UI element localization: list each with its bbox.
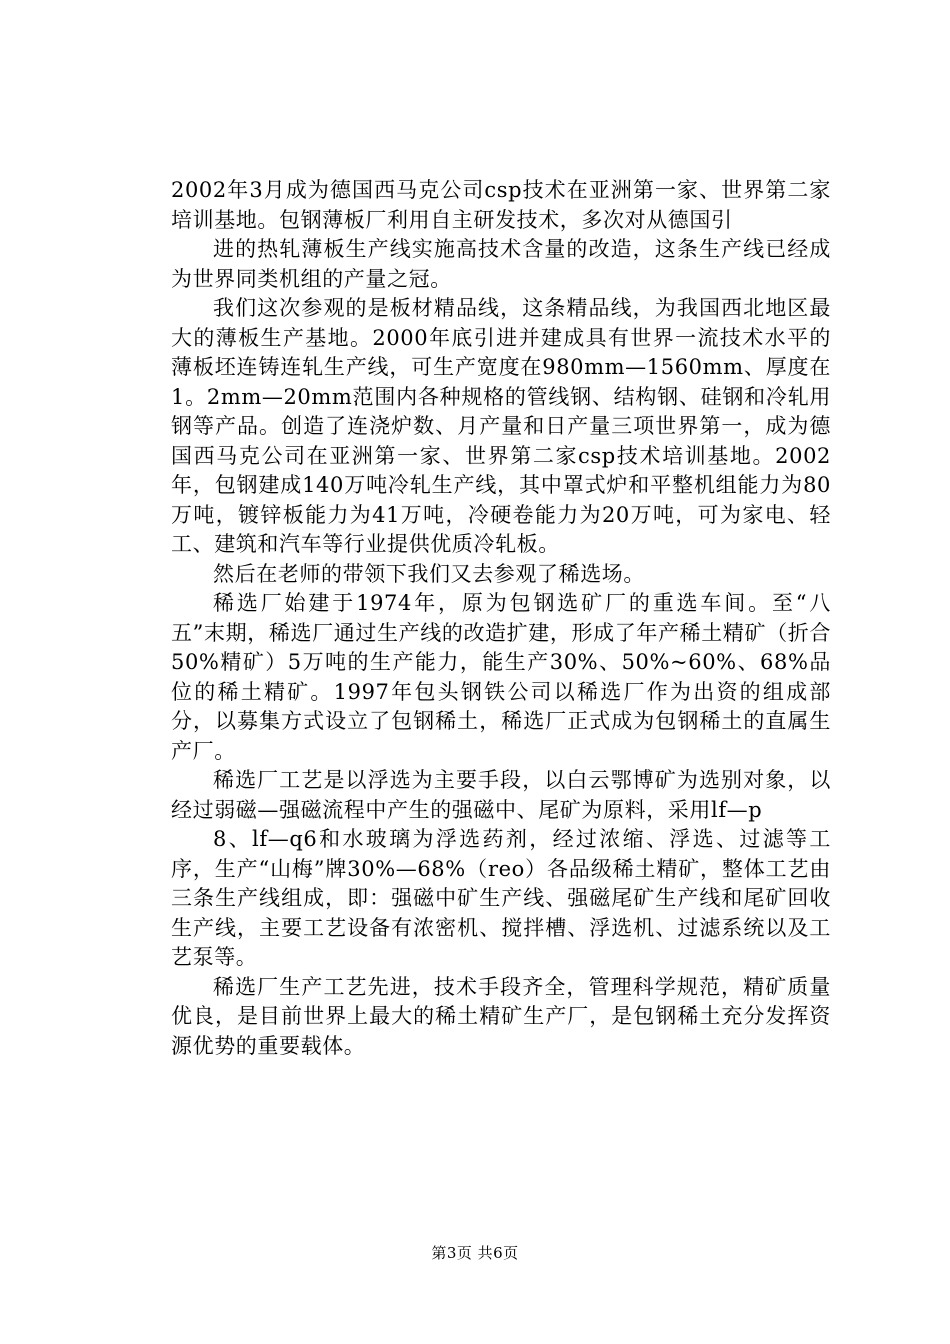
body-text (171, 176, 831, 1061)
page-footer: 第3页 共6页 (431, 1244, 519, 1262)
paragraph-1: 2002年3月成为德国西马克公司csp技术在亚洲第一家、世界第二家培训基地。包钢薄板厂利用自主研发技术，多次对从德国引 (171, 178, 831, 232)
paragraph-2: 进的热轧薄板生产线实施高技术含量的改造，这条生产线已经成为世界同类机组的产量之冠。 (171, 237, 831, 291)
paragraph-8: 稀选厂生产工艺先进，技术手段齐全，管理科学规范，精矿质量优良，是目前世界上最大的稀土精矿生产厂，是包钢稀土充分发挥资源优势的重要载体。 (171, 974, 831, 1058)
paragraph-4: 然后在老师的带领下我们又去参观了稀选场。 (213, 561, 645, 586)
paragraph-7: 8、lf—q6和水玻璃为浮选药剂，经过浓缩、浮选、过滤等工序，生产“山梅”牌30%—68%（reo）各品级稀土精矿，整体工艺由三条生产线组成，即：强磁中矿生产线、强磁尾矿生产线和尾矿回收生产线，主要工艺设备有浓密机、搅拌槽、浮选机、过滤系统以及工艺泵等。 (171, 827, 831, 969)
paragraph-3: 我们这次参观的是板材精品线，这条精品线，为我国西北地区最大的薄板生产基地。2000年底引进并建成具有世界一流技术水平的薄板坯连铸连轧生产线，可生产宽度在980mm—1560mm、厚度在1。2mm—20mm范围内各种规格的管线钢、结构钢、硅钢和冷轧用钢等产品。创造了连浇炉数、月产量和日产量三项世界第一，成为德国西马克公司在亚洲第一家、世界第二家csp技术培训基地。2002年，包钢建成140万吨冷轧生产线，其中罩式炉和平整机组能力为80万吨，镀锌板能力为41万吨，冷硬卷能力为20万吨，可为家电、轻工、建筑和汽车等行业提供优质冷轧板。 (171, 296, 831, 556)
paragraph-5: 稀选厂始建于1974年，原为包钢选矿厂的重选车间。至“八五”末期，稀选厂通过生产线的改造扩建，形成了年产稀土精矿（折合50%精矿）5万吨的生产能力，能生产30%、50%~60%、68%品位的稀土精矿。1997年包头钢铁公司以稀选厂作为出资的组成部分，以募集方式设立了包钢稀土，稀选厂正式成为包钢稀土的直属生产厂。 (171, 591, 831, 763)
paragraph-6: 稀选厂工艺是以浮选为主要手段，以白云鄂博矿为选别对象，以经过弱磁—强磁流程中产生的强磁中、尾矿为原料，采用lf—p (171, 768, 831, 822)
